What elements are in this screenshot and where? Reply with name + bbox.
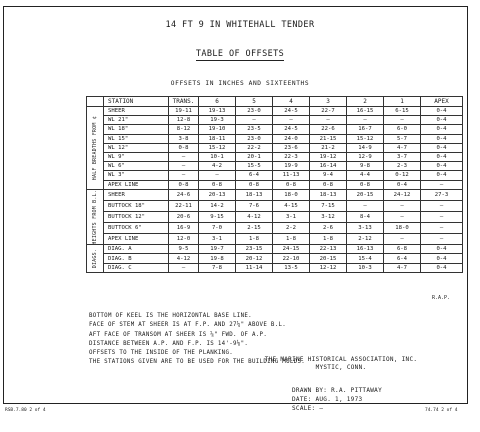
- offset-cell: 22-10: [273, 254, 310, 263]
- table-row: [87, 245, 463, 254]
- column-header: 2: [347, 97, 384, 107]
- offset-cell: 19-10: [199, 125, 236, 134]
- offset-cell: 1-8: [236, 234, 273, 245]
- offset-cell: 0-4: [421, 245, 463, 254]
- offset-cell: 23-0: [236, 134, 273, 143]
- offset-cell: 24-0: [273, 134, 310, 143]
- row-label: SHEER: [104, 189, 169, 200]
- offset-cell: 19-8: [199, 254, 236, 263]
- offset-cell: 0-8: [169, 143, 199, 152]
- offset-cell: 20-13: [199, 189, 236, 200]
- drafter-initials: R.A.P.: [432, 295, 451, 301]
- offset-cell: —: [421, 223, 463, 234]
- offset-cell: —: [310, 116, 347, 125]
- offset-cell: 6-4: [384, 254, 421, 263]
- table-row: [87, 134, 463, 143]
- row-label: APEX LINE: [104, 234, 169, 245]
- note-line: FACE OF STEM AT SHEER IS AT F.P. AND 27¼" ABOVE B.L.: [89, 322, 287, 329]
- offset-cell: 22-2: [236, 143, 273, 152]
- offset-cell: 7-6: [236, 200, 273, 211]
- offset-cell: 16-9: [169, 223, 199, 234]
- offset-cell: 20-15: [347, 189, 384, 200]
- offset-cell: 0-8: [199, 180, 236, 189]
- column-header: 5: [236, 97, 273, 107]
- offset-cell: 2-15: [236, 223, 273, 234]
- table-row: [87, 189, 463, 200]
- offset-cell: 9-4: [310, 171, 347, 180]
- offset-cell: 3-1: [199, 234, 236, 245]
- offset-cell: 3-13: [347, 223, 384, 234]
- offset-cell: 4-7: [384, 263, 421, 272]
- offset-cell: 18-13: [310, 189, 347, 200]
- offset-cell: 16-15: [347, 107, 384, 116]
- row-label: WL 6": [104, 162, 169, 171]
- offset-cell: 18-13: [236, 189, 273, 200]
- offset-cell: 15-12: [347, 134, 384, 143]
- offset-cell: 19-3: [199, 116, 236, 125]
- offset-cell: 22-6: [310, 125, 347, 134]
- offset-cell: 8-12: [169, 125, 199, 134]
- offset-cell: 3-12: [310, 211, 347, 222]
- row-label: DIAG. C: [104, 263, 169, 272]
- offset-cell: 0-4: [421, 143, 463, 152]
- table-row: [87, 234, 463, 245]
- row-group-label: HALF BREADTHS FROM ¢: [92, 115, 98, 180]
- column-header: APEX: [421, 97, 463, 107]
- offset-cell: 4-4: [347, 171, 384, 180]
- row-group-label-cell: [87, 107, 104, 190]
- association-block: [246, 356, 436, 372]
- offset-cell: —: [169, 162, 199, 171]
- offset-cell: —: [421, 234, 463, 245]
- row-label: BUTTOCK 6": [104, 223, 169, 234]
- column-header: STATION: [104, 97, 169, 107]
- offset-cell: 9-15: [199, 211, 236, 222]
- column-header: 1: [384, 97, 421, 107]
- offset-cell: 0-4: [421, 171, 463, 180]
- drawing-title: 14 FT 9 IN WHITEHALL TENDER: [165, 20, 315, 30]
- table-row: [87, 223, 463, 234]
- offset-cell: 6-4: [236, 171, 273, 180]
- offset-cell: 8-4: [347, 211, 384, 222]
- offset-cell: 0-4: [421, 263, 463, 272]
- column-header: 4: [273, 97, 310, 107]
- table-row: [87, 152, 463, 161]
- offset-cell: 16-7: [347, 125, 384, 134]
- table-row: [87, 254, 463, 263]
- offset-cell: 18-0: [273, 189, 310, 200]
- column-header: 3: [310, 97, 347, 107]
- offset-cell: 4-12: [236, 211, 273, 222]
- offset-cell: 10-3: [347, 263, 384, 272]
- offset-cell: 24-5: [273, 107, 310, 116]
- offset-cell: 7-15: [310, 200, 347, 211]
- table-row: [87, 200, 463, 211]
- offset-cell: 6-15: [384, 107, 421, 116]
- offset-cell: 18-11: [199, 134, 236, 143]
- row-label: BUTTOCK 18": [104, 200, 169, 211]
- offset-cell: 0-8: [169, 180, 199, 189]
- row-label: DIAG. B: [104, 254, 169, 263]
- offset-cell: 3-1: [273, 211, 310, 222]
- offset-cell: 4-12: [169, 254, 199, 263]
- offset-cell: 21-15: [310, 134, 347, 143]
- offset-cell: 23-5: [236, 125, 273, 134]
- offset-cell: 22-11: [169, 200, 199, 211]
- offset-cell: —: [169, 152, 199, 161]
- offset-cell: 6-8: [384, 245, 421, 254]
- offset-cell: 27-3: [421, 189, 463, 200]
- table-row: [87, 211, 463, 222]
- table-row: [87, 143, 463, 152]
- offset-cell: 13-5: [273, 263, 310, 272]
- offset-cell: —: [384, 116, 421, 125]
- table-row: [87, 107, 463, 116]
- note-line: OFFSETS TO THE INSIDE OF THE PLANKING.: [89, 350, 234, 357]
- offset-cell: —: [169, 171, 199, 180]
- offset-cell: 0-12: [384, 171, 421, 180]
- offset-cell: 12-12: [310, 263, 347, 272]
- column-header: TRANS.: [169, 97, 199, 107]
- offset-cell: 0-4: [421, 162, 463, 171]
- offset-cell: 2-3: [384, 162, 421, 171]
- offset-cell: 15-5: [236, 162, 273, 171]
- note-line: AFT FACE OF TRANSOM AT SHEER IS ⅝" FWD. OF A.P.: [89, 331, 268, 338]
- row-label: APEX LINE: [104, 180, 169, 189]
- offset-cell: 11-14: [236, 263, 273, 272]
- offset-cell: —: [273, 116, 310, 125]
- table-heading-text: TABLE OF OFFSETS: [195, 49, 285, 59]
- offset-cell: 23-15: [236, 245, 273, 254]
- note-line: BOTTOM OF KEEL IS THE HORIZONTAL BASE LINE.: [89, 313, 252, 319]
- row-label: WL 3": [104, 171, 169, 180]
- offset-cell: 14-9: [347, 143, 384, 152]
- offset-cell: 16-13: [347, 245, 384, 254]
- table-row: [87, 116, 463, 125]
- row-label: WL 18": [104, 125, 169, 134]
- offset-cell: 0-4: [421, 134, 463, 143]
- group-column-header: [87, 97, 104, 107]
- row-group-label-cell: [87, 245, 104, 273]
- offset-cell: —: [236, 116, 273, 125]
- offset-cell: 3-7: [384, 152, 421, 161]
- offset-cell: 0-4: [421, 107, 463, 116]
- offset-cell: 16-14: [310, 162, 347, 171]
- offset-cell: 19-9: [273, 162, 310, 171]
- association-name: THE MARINE HISTORICAL ASSOCIATION, INC.: [264, 356, 418, 363]
- table-header-row: [87, 97, 463, 107]
- offset-cell: 0-4: [421, 116, 463, 125]
- row-label: WL 9": [104, 152, 169, 161]
- offset-cell: —: [421, 180, 463, 189]
- row-label: WL 12": [104, 143, 169, 152]
- offset-cell: 9-5: [169, 245, 199, 254]
- note-line: THE STATIONS GIVEN ARE TO BE USED FOR THE BUILDING MOLDS.: [89, 359, 306, 366]
- drawn-by-block: [292, 386, 382, 413]
- offset-cell: 12-9: [347, 152, 384, 161]
- offset-cell: —: [384, 234, 421, 245]
- offset-cell: 0-4: [421, 254, 463, 263]
- offset-cell: 23-0: [236, 107, 273, 116]
- footer-right: 74.74 2 of 4: [425, 408, 458, 413]
- drawn-by: DRAWN BY: R.A. PITTAWAY: [292, 387, 382, 394]
- row-label: BUTTOCK 12": [104, 211, 169, 222]
- offset-cell: 7-0: [199, 223, 236, 234]
- table-row: [87, 263, 463, 272]
- offset-cell: 24-6: [169, 189, 199, 200]
- offset-cell: 20-6: [169, 211, 199, 222]
- offset-cell: 20-1: [236, 152, 273, 161]
- offset-cell: 22-7: [310, 107, 347, 116]
- offset-cell: 11-13: [273, 171, 310, 180]
- table-row: [87, 171, 463, 180]
- offset-cell: —: [347, 200, 384, 211]
- offset-cell: 1-8: [310, 234, 347, 245]
- association-location: MYSTIC, CONN.: [315, 364, 367, 371]
- offset-cell: 19-11: [169, 107, 199, 116]
- offset-cell: 23-6: [273, 143, 310, 152]
- offset-cell: 3-8: [169, 134, 199, 143]
- table-row: [87, 125, 463, 134]
- row-label: SHEER: [104, 107, 169, 116]
- offset-cell: 6-0: [384, 125, 421, 134]
- row-group-label: HEIGHTS FROM B.L.: [92, 189, 98, 245]
- offset-cell: —: [421, 200, 463, 211]
- offset-cell: 0-8: [273, 180, 310, 189]
- offset-cell: 12-0: [169, 234, 199, 245]
- drawn-scale: SCALE: —: [292, 405, 324, 412]
- offset-cell: 19-7: [199, 245, 236, 254]
- offset-cell: 4-7: [384, 143, 421, 152]
- offset-cell: 24-12: [384, 189, 421, 200]
- offset-cell: —: [421, 211, 463, 222]
- offset-cell: 19-13: [199, 107, 236, 116]
- offset-cell: 0-8: [347, 180, 384, 189]
- drawn-date: DATE: AUG. 1, 1973: [292, 396, 363, 403]
- offset-cell: —: [384, 211, 421, 222]
- offset-cell: 2-6: [310, 223, 347, 234]
- table-row: [87, 180, 463, 189]
- offset-cell: 19-12: [310, 152, 347, 161]
- row-label: WL 21": [104, 116, 169, 125]
- offset-cell: 22-13: [310, 245, 347, 254]
- note-line: DISTANCE BETWEEN A.P. AND F.P. IS 14'-9⅛".: [89, 340, 249, 347]
- offsets-table: [86, 96, 463, 273]
- offset-cell: 7-8: [199, 263, 236, 272]
- offset-cell: 4-2: [199, 162, 236, 171]
- offset-cell: 0-8: [236, 180, 273, 189]
- offset-cell: 24-5: [273, 125, 310, 134]
- offset-cell: 15-12: [199, 143, 236, 152]
- units-note: OFFSETS IN INCHES AND SIXTEENTHS: [170, 80, 310, 87]
- offset-cell: 5-7: [384, 134, 421, 143]
- offset-cell: 0-8: [310, 180, 347, 189]
- offset-cell: 12-8: [169, 116, 199, 125]
- offset-cell: 15-4: [347, 254, 384, 263]
- row-label: DIAG. A: [104, 245, 169, 254]
- offset-cell: 21-2: [310, 143, 347, 152]
- offset-cell: 9-8: [347, 162, 384, 171]
- offset-cell: 20-12: [236, 254, 273, 263]
- offset-cell: 14-2: [199, 200, 236, 211]
- offset-cell: 18-0: [384, 223, 421, 234]
- offset-cell: 2-2: [273, 223, 310, 234]
- offset-cell: —: [199, 171, 236, 180]
- offset-cell: 0-4: [384, 180, 421, 189]
- row-group-label: DIAGS.: [92, 248, 98, 269]
- offset-cell: 1-8: [273, 234, 310, 245]
- offset-cell: —: [347, 116, 384, 125]
- table-row: [87, 162, 463, 171]
- offset-cell: 0-4: [421, 125, 463, 134]
- offset-cell: 22-3: [273, 152, 310, 161]
- column-header: 6: [199, 97, 236, 107]
- footer-left: RSB.7.80 2 of 4: [5, 408, 46, 413]
- offset-cell: 0-4: [421, 152, 463, 161]
- offset-cell: —: [169, 263, 199, 272]
- offset-cell: 4-15: [273, 200, 310, 211]
- offset-cell: 24-15: [273, 245, 310, 254]
- offset-cell: 10-1: [199, 152, 236, 161]
- offset-cell: 2-12: [347, 234, 384, 245]
- offset-cell: —: [384, 200, 421, 211]
- table-heading: [0, 49, 480, 59]
- offset-cell: 20-15: [310, 254, 347, 263]
- row-label: WL 15": [104, 134, 169, 143]
- row-group-label-cell: [87, 189, 104, 245]
